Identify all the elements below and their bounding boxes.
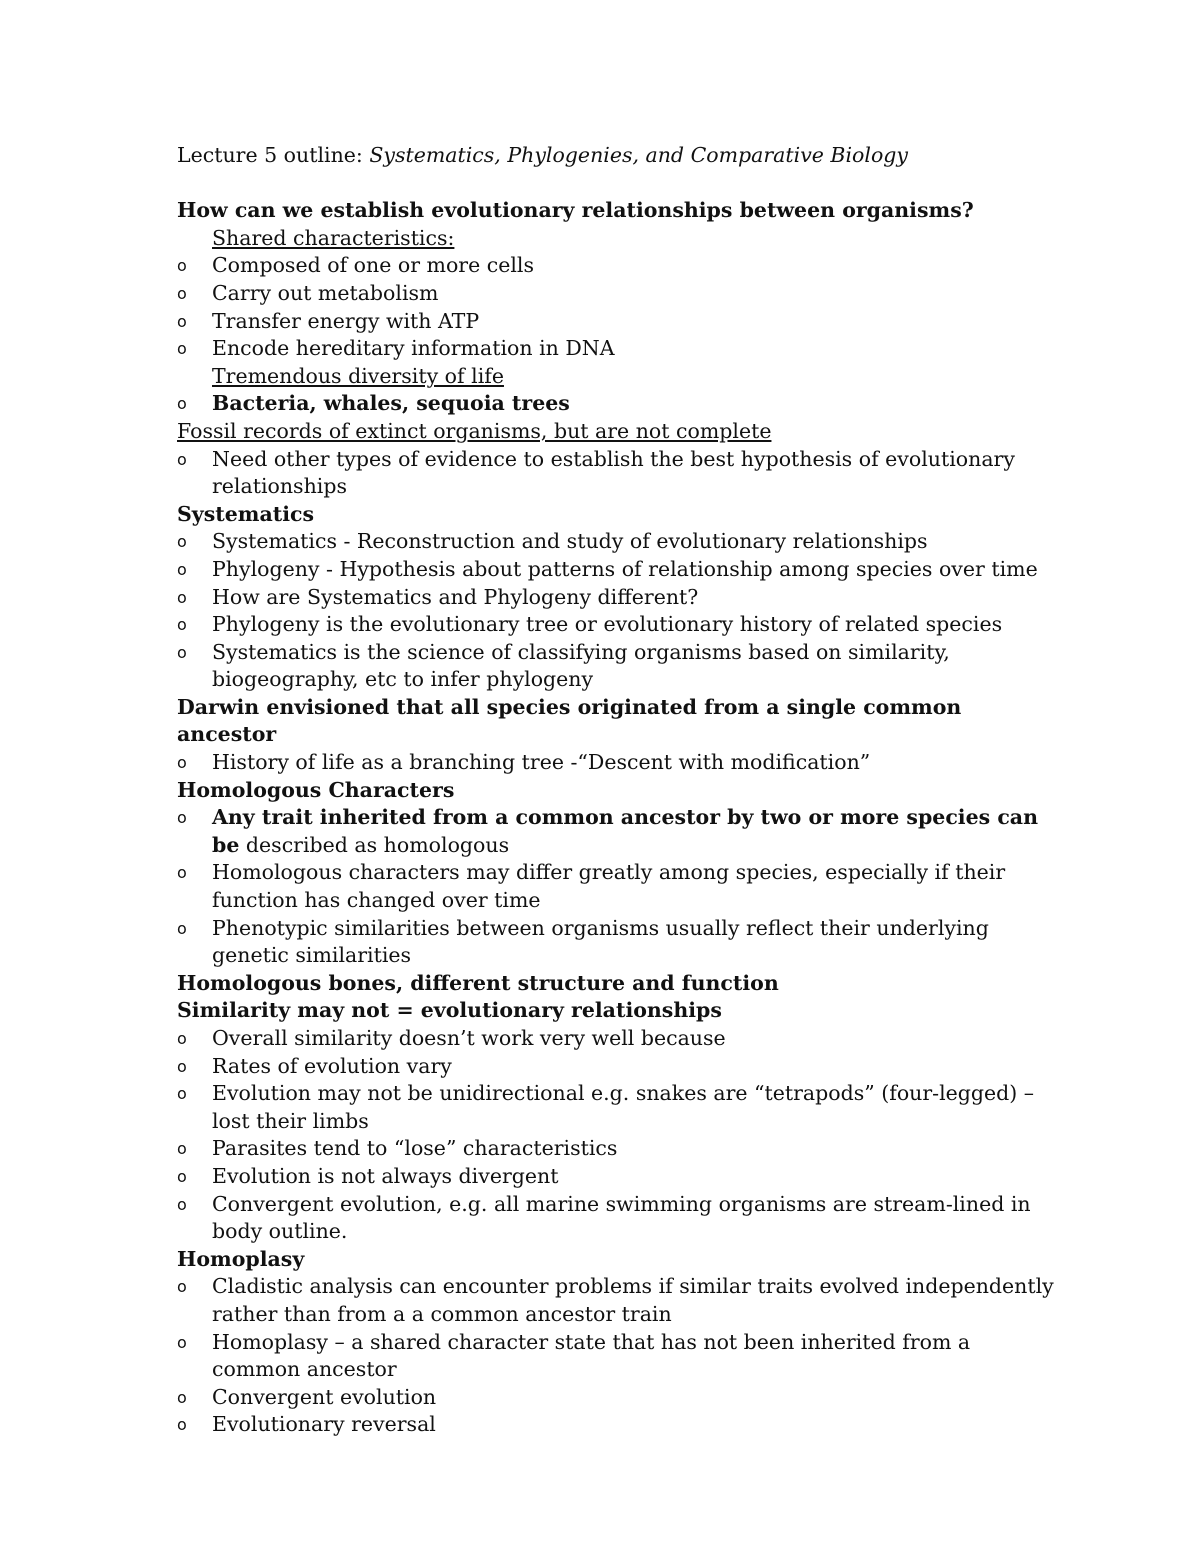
bullet-icon: o bbox=[177, 256, 187, 276]
list-item: o Need other types of evidence to establish the best hypothesis of evolutionary relationships bbox=[177, 446, 1015, 499]
list-item: o Systematics - Reconstruction and study of evolutionary relationships bbox=[177, 528, 1057, 556]
section-heading: Homologous Characters bbox=[177, 777, 455, 802]
bullet-icon: o bbox=[177, 283, 187, 303]
bullet-icon: o bbox=[177, 339, 187, 359]
list-item: o Rates of evolution vary bbox=[177, 1053, 1057, 1081]
list-item: o Systematics is the science of classifying organisms based on similarity, biogeography, etc to infer phylogeny bbox=[177, 639, 950, 692]
section-heading: Darwin envisioned that all species originated from a single common ancestor bbox=[177, 694, 962, 747]
list-item: o Evolution is not always divergent bbox=[177, 1163, 1057, 1191]
bullet-icon: o bbox=[177, 753, 187, 773]
section-heading: Systematics bbox=[177, 501, 315, 526]
list-item: o Any trait inherited from a common ancestor by two or more species can be described as homologous bbox=[177, 805, 1038, 857]
bullet-icon: o bbox=[177, 449, 187, 469]
bullet-icon: o bbox=[177, 587, 187, 607]
bullet-icon: o bbox=[177, 1277, 187, 1297]
bullet-icon: o bbox=[177, 311, 187, 331]
bullet-icon: o bbox=[177, 642, 187, 662]
list-item: o Homoplasy – a shared character state that has not been inherited from a common ancestor bbox=[177, 1329, 971, 1382]
bullet-icon: o bbox=[177, 394, 187, 414]
list-item: o Convergent evolution, e.g. all marine swimming organisms are stream-lined in body outline. bbox=[177, 1191, 1031, 1244]
section-heading: Homologous bones, different structure and function bbox=[177, 970, 779, 995]
bullet-icon: o bbox=[177, 1415, 187, 1435]
bullet-icon: o bbox=[177, 532, 187, 552]
bullet-icon: o bbox=[177, 615, 187, 635]
list-item: o Bacteria, whales, sequoia trees bbox=[177, 390, 1057, 418]
bullet-icon: o bbox=[177, 559, 187, 579]
section-heading: Similarity may not = evolutionary relationships bbox=[177, 998, 722, 1023]
bullet-icon: o bbox=[177, 808, 187, 828]
bullet-icon: o bbox=[177, 1084, 187, 1104]
bullet-icon: o bbox=[177, 863, 187, 883]
list-item: o Carry out metabolism bbox=[177, 280, 1057, 308]
bullet-icon: o bbox=[177, 1194, 187, 1214]
list-item: o Phylogeny is the evolutionary tree or evolutionary history of related species bbox=[177, 611, 1057, 639]
bullet-icon: o bbox=[177, 1056, 187, 1076]
section-heading: Homoplasy bbox=[177, 1246, 305, 1271]
list-item: o Phenotypic similarities between organisms usually reflect their underlying genetic similarities bbox=[177, 915, 989, 968]
bullet-icon: o bbox=[177, 1332, 187, 1352]
subheading: Shared characteristics: bbox=[212, 225, 455, 250]
list-item: o Transfer energy with ATP bbox=[177, 308, 1057, 336]
bullet-icon: o bbox=[177, 1029, 187, 1048]
list-item: o Evolution may not be unidirectional e.g. snakes are “tetrapods” (four-legged) – lost their limbs bbox=[177, 1081, 1035, 1133]
section-heading: Fossil records of extinct organisms, but are not complete bbox=[177, 418, 772, 443]
title-topic: Systematics, Phylogenies, and Comparative Biology bbox=[369, 143, 908, 167]
bullet-icon: o bbox=[177, 918, 187, 938]
title-prefix: Lecture 5 outline: bbox=[177, 143, 370, 167]
subheading: Tremendous diversity of life bbox=[212, 363, 504, 388]
list-item: o Overall similarity doesn’t work very well because bbox=[177, 1025, 1057, 1053]
list-item: o History of life as a branching tree -“Descent with modification” bbox=[177, 749, 1057, 777]
list-item: o Encode hereditary information in DNA bbox=[177, 335, 1057, 363]
list-item: o Convergent evolution bbox=[177, 1384, 1057, 1412]
list-item: o Composed of one or more cells bbox=[177, 252, 1057, 280]
list-item: o Phylogeny - Hypothesis about patterns of relationship among species over time bbox=[177, 556, 1057, 584]
document-title bbox=[177, 142, 1057, 170]
bullet-icon: o bbox=[177, 1387, 187, 1407]
list-item: o How are Systematics and Phylogeny different? bbox=[177, 584, 1057, 612]
list-item: o Evolutionary reversal bbox=[177, 1411, 1057, 1439]
list-item: o Homologous characters may differ greatly among species, especially if their function has changed over time bbox=[177, 860, 1006, 913]
bullet-icon: o bbox=[177, 1139, 187, 1159]
bullet-icon: o bbox=[177, 1166, 187, 1186]
document-body bbox=[177, 142, 1057, 1439]
section-heading: How can we establish evolutionary relationships between organisms? bbox=[177, 198, 974, 223]
list-item: o Cladistic analysis can encounter problems if similar traits evolved independently rather than from a a common ancestor train bbox=[177, 1274, 1054, 1326]
list-item: o Parasites tend to “lose” characteristics bbox=[177, 1135, 1057, 1163]
